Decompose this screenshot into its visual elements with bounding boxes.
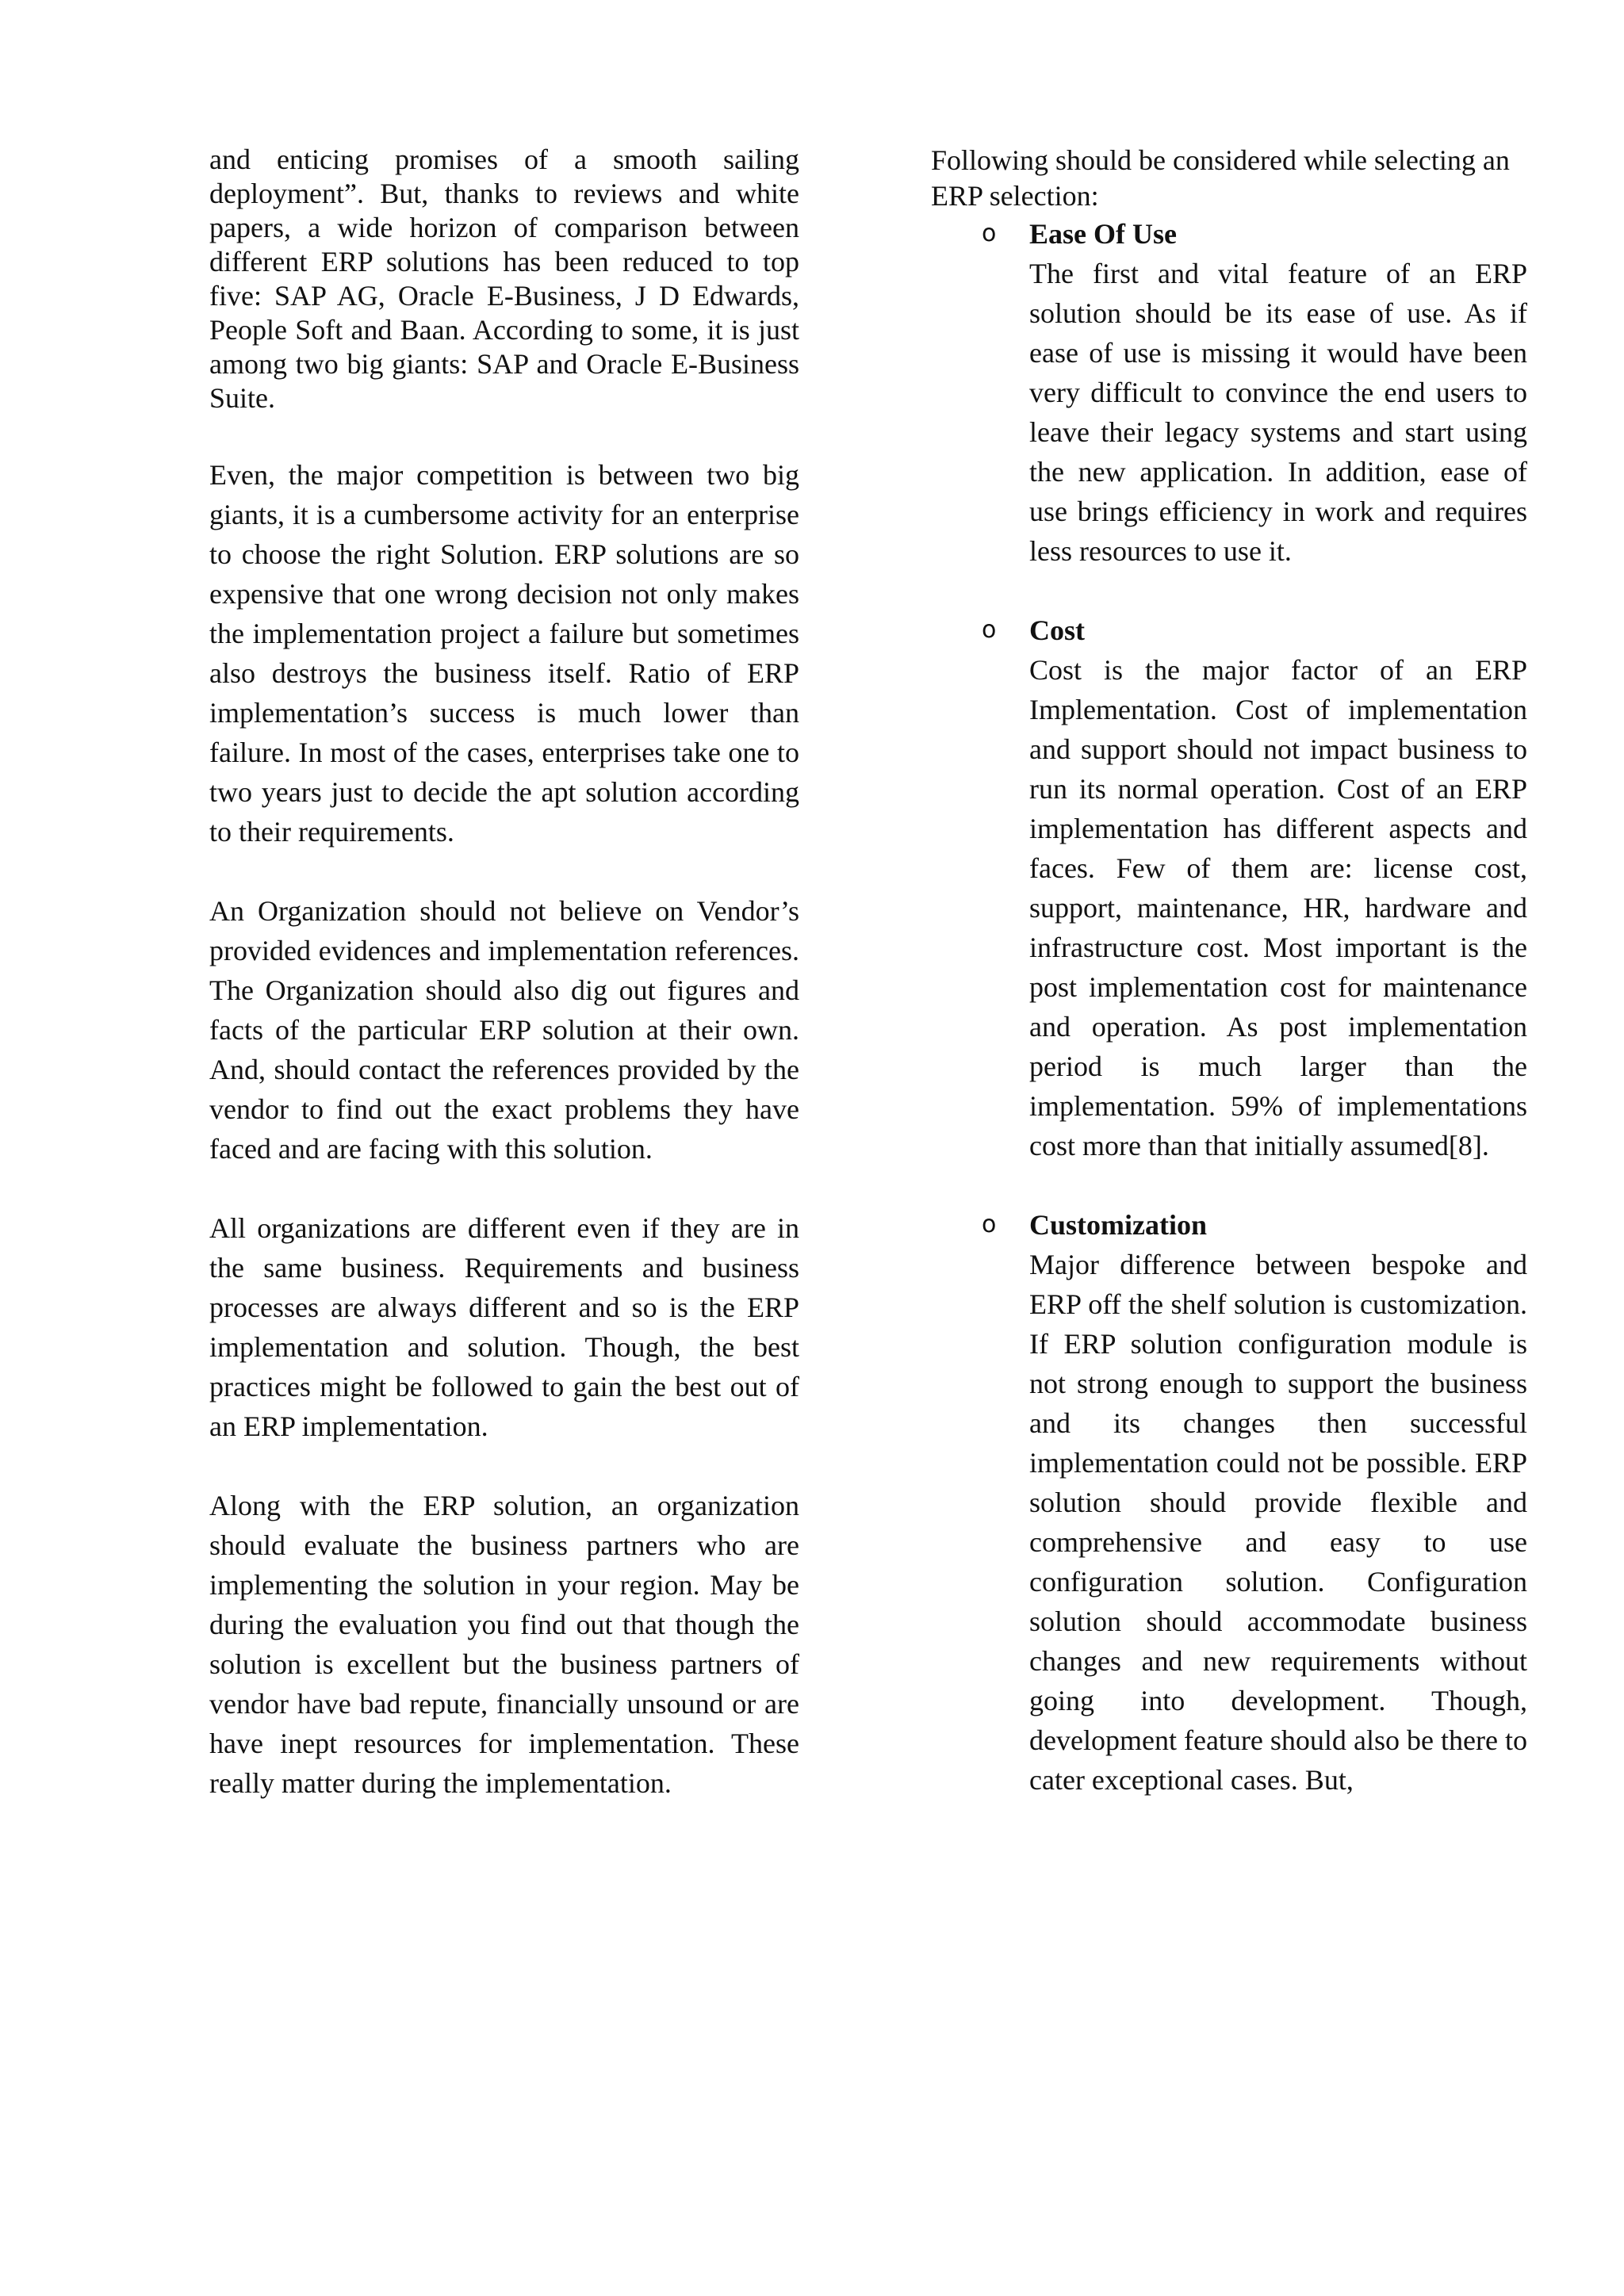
criterion-title: Cost [1029, 614, 1085, 646]
right-column [931, 143, 1527, 1839]
criterion-body: The first and vital feature of an ERP solution should be its ease of use. As if ease of use is missing it would have been very difficult to convince the end users to leave their legacy systems and start using the new application. In addition, ease of use brings efficiency in work and requires less resources to use it. [1029, 258, 1527, 567]
criterion-title: Customization [1029, 1209, 1207, 1241]
criterion-body: Cost is the major factor of an ERP Implementation. Cost of implementation and support should not impact business to run its normal operation. Cost of an ERP implementation has different aspects and faces. Few of them are: license cost, support, maintenance, HR, hardware and infrastructure cost. Most important is the post implementation cost for maintenance and operation. As post implementation period is much larger than the implementation. 59% of implementations cost more than that initially assumed[8]. [1029, 654, 1527, 1161]
selection-criteria-list [931, 214, 1527, 1800]
criterion-title: Ease Of Use [1029, 218, 1177, 250]
criterion-ease-of-use [931, 214, 1527, 571]
paragraph-business-partners: Along with the ERP solution, an organization should evaluate the business partners who are implementing the solution in your region. May be during the evaluation you find out that though the solution is excellent but the business partners of vendor have bad repute, financially unsound or are have inept resources for implementation. These really matter during the implementation. [209, 1490, 799, 1799]
paragraph-competition: Even, the major competition is between two big giants, it is a cumbersome activity for an enterprise to choose the right Solution. ERP solutions are so expensive that one wrong decision not only makes the implementation project a failure but sometimes also destroys the business itself. Ratio of ERP implementation’s success is much lower than failure. In most of the cases, enterprises take one to two years just to decide the apt solution according to their requirements. [209, 459, 799, 848]
paragraph-erp-vendors: and enticing promises of a smooth sailing deployment”. But, thanks to reviews and white papers, a wide horizon of comparison between different ERP solutions has been reduced to top five: SAP AG, Oracle E-Business, J D Edwards, People Soft and Baan. According to some, it is just among two big giants: SAP and Oracle E-Business Suite. [209, 144, 799, 414]
paragraph-vendor-evidence: An Organization should not believe on Vendor’s provided evidences and implementation references. The Organization should also dig out figures and facts of the particular ERP solution at their own. And, should contact the references provided by the vendor to find out the exact problems they have faced and are facing with this solution. [209, 895, 799, 1165]
paragraph-organizations-differ: All organizations are different even if they are in the same business. Requirements and business processes are always different and so is the ERP implementation and solution. Though, the best practices might be followed to gain the best out of an ERP implementation. [209, 1212, 799, 1442]
left-column [209, 143, 799, 1803]
selection-intro: Following should be considered while selecting an ERP selection: [931, 144, 1510, 212]
bullet-marker: o [982, 616, 997, 644]
criterion-customization [931, 1205, 1527, 1800]
bullet-marker: o [982, 1211, 997, 1238]
criterion-cost [931, 610, 1527, 1165]
bullet-marker: o [982, 220, 997, 247]
criterion-body: Major difference between bespoke and ERP off the shelf solution is customization. If ERP solution configuration module is not strong enough to support the business and its changes then successful implementation could not be possible. ERP solution should provide flexible and comprehensive and easy to use configuration solution. Configuration solution should accommodate business changes and new requirements without going into development. Though, development feature should also be there to cater exceptional cases. But, [1029, 1249, 1527, 1796]
